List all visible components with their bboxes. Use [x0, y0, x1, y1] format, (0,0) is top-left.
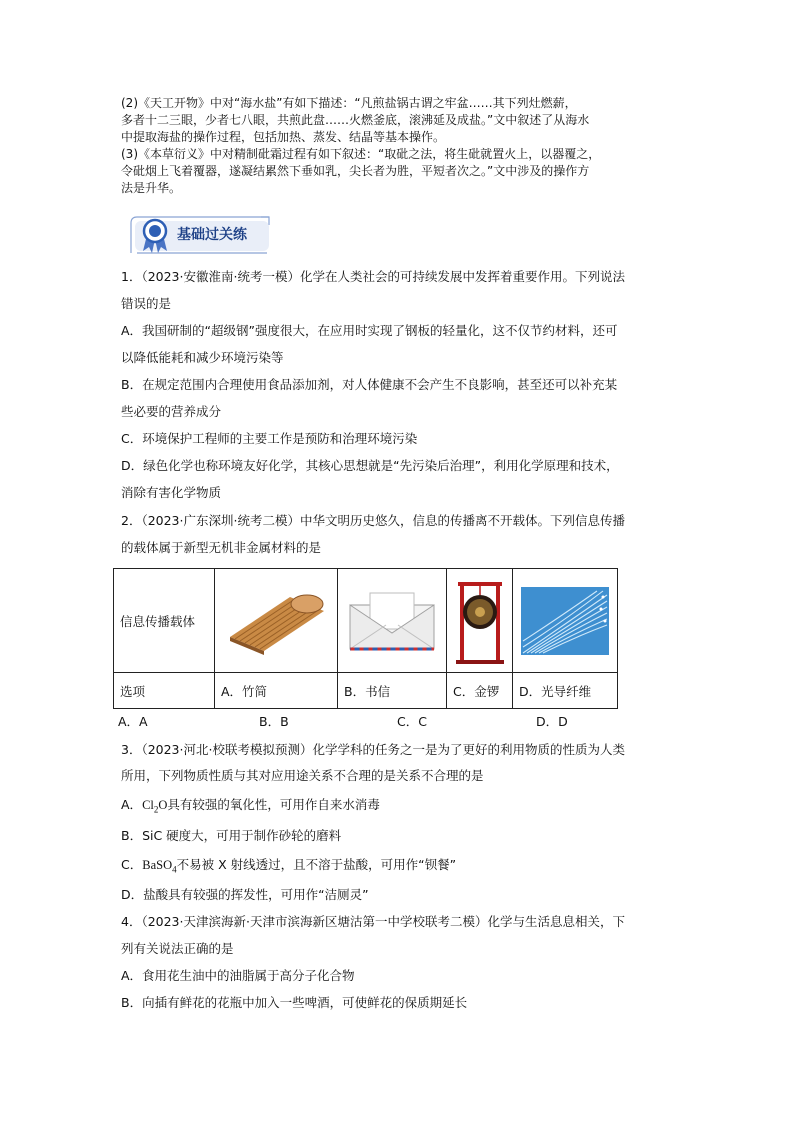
question-stem: 2．（2023·广东深圳·统考二模）中华文明历史悠久，信息的传播离不开载体。下列信息传播 — [121, 513, 625, 528]
intro-line: 中提取海盐的操作过程，包括加热、蒸发、结晶等基本操作。 — [121, 130, 446, 144]
gong-image — [454, 576, 506, 666]
option-c: C．环境保护工程师的主要工作是预防和治理环境污染 — [121, 431, 418, 446]
option-a — [121, 796, 380, 819]
question-stem: 列有关说法正确的是 — [121, 941, 234, 956]
table-header-carrier: 信息传播载体 — [114, 569, 215, 673]
option-b: B．向插有鲜花的花瓶中加入一些啤酒，可使鲜花的保质期延长 — [121, 995, 468, 1010]
image-cell-gong — [447, 569, 513, 673]
intro-line: (2)《天工开物》中对“海水盐”有如下描述：“凡煎盐锅古谓之牢盆……其下列灶燃薪， — [121, 96, 577, 110]
formula-part: Cl — [142, 798, 154, 812]
option-text: 不易被 X 射线透过，且不溶于盐酸，可用作“钡餐” — [176, 857, 457, 872]
intro-line: 法是升华。 — [121, 181, 182, 195]
option-d: D．绿色化学也称环境友好化学，其核心思想就是“先污染后治理”，利用化学原理和技术， — [121, 458, 619, 473]
formula-part: BaSO — [142, 858, 173, 872]
table-option-c: C．金锣 — [447, 673, 513, 709]
answer-choice-b: B．B — [259, 714, 289, 729]
table-option-a: A．竹简 — [215, 673, 338, 709]
carrier-table — [113, 568, 618, 709]
question-stem: 的载体属于新型无机非金属材料的是 — [121, 540, 322, 555]
image-cell-fiber — [513, 569, 618, 673]
formula-subscript: 4 — [172, 864, 177, 875]
formula-subscript: 2 — [153, 804, 159, 815]
intro-line: (3)《本草衍义》中对精制砒霜过程有如下叙述：“取砒之法，将生砒就置火上，以器覆之， — [121, 147, 601, 161]
table-header-option: 选项 — [114, 673, 215, 709]
intro-line: 令砒烟上飞着覆器，遂凝结累然下垂如乳，尖长者为胜，平短者次之。”文中涉及的操作方 — [121, 164, 590, 178]
option-b-cont: 些必要的营养成分 — [121, 404, 222, 419]
intro-line: 多者十二三眼，少者七八眼，共煎此盘……火燃釜底，滚沸延及成盐。”文中叙述了从海水 — [121, 113, 590, 127]
bamboo-slips-image — [224, 587, 328, 655]
option-label: C． — [121, 857, 143, 872]
option-a: A．我国研制的“超级钢”强度很大，在应用时实现了钢板的轻量化，这不仅节约材料，还可 — [121, 323, 618, 338]
option-d: D．盐酸具有较强的挥发性，可用作“洁厕灵” — [121, 887, 369, 902]
chem-formula — [142, 858, 177, 875]
answer-choice-c: C．C — [397, 714, 427, 729]
envelope-image — [346, 589, 438, 653]
section-banner — [127, 213, 272, 257]
option-a-cont: 以降低能耗和减少环境污染等 — [121, 350, 284, 365]
question-stem: 所用，下列物质性质与其对应用途关系不合理的是关系不合理的是 — [121, 768, 484, 783]
answer-choice-a: A．A — [118, 714, 148, 729]
option-a: A．食用花生油中的油脂属于高分子化合物 — [121, 968, 355, 983]
question-stem: 3．（2023·河北·校联考模拟预测）化学学科的任务之一是为了更好的利用物质的性质为人类 — [121, 742, 625, 757]
answer-choice-d: D．D — [536, 714, 568, 729]
banner-title: 基础过关练 — [177, 227, 247, 243]
optical-fiber-image — [521, 587, 609, 655]
table-option-d: D．光导纤维 — [513, 673, 618, 709]
option-d-cont: 消除有害化学物质 — [121, 485, 222, 500]
option-label: A． — [121, 797, 143, 812]
option-text: 具有较强的氧化性，可用作自来水消毒 — [167, 797, 380, 812]
image-cell-bamboo — [215, 569, 338, 673]
option-c — [121, 856, 456, 879]
question-stem: 4．（2023·天津滨海新·天津市滨海新区塘沽第一中学校联考二模）化学与生活息息相关，下 — [121, 914, 625, 929]
formula-part: O — [158, 798, 168, 812]
image-cell-letter — [338, 569, 447, 673]
question-stem: 1．（2023·安徽淮南·统考一模）化学在人类社会的可持续发展中发挥着重要作用。下列说法 — [121, 269, 625, 284]
table-option-b: B．书信 — [338, 673, 447, 709]
question-stem: 错误的是 — [121, 296, 172, 311]
option-b: B．在规定范围内合理使用食品添加剂，对人体健康不会产生不良影响，甚至还可以补充某 — [121, 377, 618, 392]
medal-icon — [135, 213, 175, 257]
chem-formula — [142, 798, 168, 815]
option-b: B．SiC 硬度大，可用于制作砂轮的磨料 — [121, 828, 342, 843]
